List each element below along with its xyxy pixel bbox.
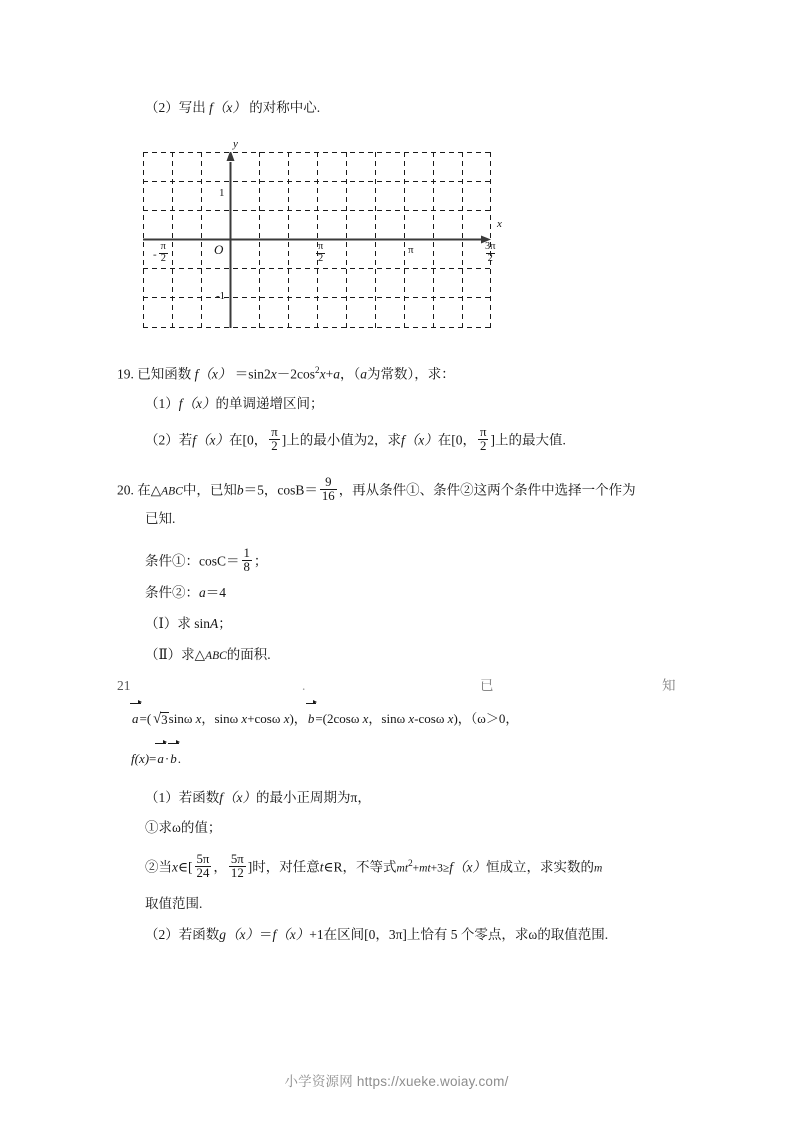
q21-s2-den1: 24 [196,866,210,881]
q20-l1-beq: ＝5， [243,482,278,498]
q21-x3: x [283,711,290,726]
q21-a-eq: =( [139,711,152,726]
q21-sub2-line1 [145,852,603,882]
grid-svg [143,152,491,328]
sqrt-radicand: 3 [161,712,168,727]
q19-p2-mid2: 在 [437,432,452,448]
q20-cond1-label: 条件①： [145,553,199,569]
q20-stem-line2: 已知. [145,511,176,526]
x-tick-neg-sign: - [153,248,157,261]
q19-p2-den2: 2 [480,439,487,454]
q21-p1-label: （1）若函数 [145,790,220,805]
q20-condition-1 [145,546,268,576]
q21-p2-eq: ＝ [259,927,273,942]
q20-cond1-den: 8 [243,560,250,575]
q19-stem-eq4: ，（ [339,366,361,382]
q21-comma1: ， [201,711,215,726]
x-tick-pi: π [408,244,414,256]
q20-l1-cosB: cosB＝ [277,482,318,498]
q21-s2-R: ∈R，不等式 [323,859,397,875]
q21-a1: sin [168,711,184,726]
q20-l1-bvar: b [236,482,244,498]
x-axis-label: x [497,218,502,230]
q21-x4: x [362,711,369,726]
y-tick-neg1: -1 [216,290,226,302]
q19-stem-eq2: －2cos [276,366,316,382]
sqrt-icon [151,711,168,727]
q19-stem-fx: f（x） [194,366,232,382]
q20-p1-tail: ； [218,616,232,631]
q19-part1 [145,397,324,411]
q21-b-eq: =(2cos [315,711,351,726]
q19-p2-close2: ]上的最大值. [490,432,566,448]
q20-part1 [145,617,232,631]
y-axis-label: y [233,138,238,150]
q20-p2-label: （Ⅱ）求△ [145,647,206,662]
q19-stem-eq3: + [325,366,334,382]
q20-l1-den: 16 [321,489,335,504]
vector-a-2: a [157,751,164,766]
q21-fx-eq: = [149,751,157,766]
q21-p2-omega: ω [528,927,538,942]
q21-header-dot: . [302,678,306,693]
q19-p2-fx2: f（x） [400,432,438,448]
q20-l1-num: 9 [325,475,332,490]
q21-x6: x [447,711,454,726]
q18-part2-line [145,101,320,115]
q21-x1: x [195,711,202,726]
q21-gt: ＞0， [485,711,519,726]
q19-stem-tail: 为常数），求： [366,366,455,382]
q19-p2-open2: [0， [451,432,476,448]
q20-l1-b: 中，已知 [182,482,237,498]
q21-s2-label: ②当 [145,859,172,875]
coordinate-grid-figure [143,138,502,328]
q20-p2-tail: 的面积. [226,647,271,662]
q21-p2-tail: 的取值范围. [537,927,609,942]
q19-p2-mid: 在 [229,432,243,448]
q21-p1-fx: f（x） [219,790,256,805]
q21-s2-in: ∈[ [178,859,193,875]
q21-omega7: ω [477,711,486,726]
q20-condition-2 [145,586,226,600]
q19-stem-exp: 2 [315,365,320,375]
q21-header-zhi: 知 [662,678,676,693]
q21-s2-t1: t [404,862,409,875]
q21-p2-gx: g（x） [219,927,259,942]
q21-s2-num1: 5π [196,852,210,867]
q21-s2-exp: 2 [408,858,413,869]
q20-l1-abc: ABC [161,485,183,498]
q21-s2-m3: m [593,862,603,875]
x-tick-3-den: 2 [487,253,493,265]
q21-s1-omega: ω [172,820,181,835]
q19-p2-close: ]上的最小值为2，求 [281,432,401,448]
q19-part2 [145,425,566,455]
x-tick-neg-pi-over-2 [153,241,170,266]
q21-omega1: ω [183,711,193,726]
q21-s2-num2: 5π [230,852,244,867]
q19-stem [117,366,455,381]
q21-omega2: ω [229,711,239,726]
q21-s2-mid: ]时，对任意 [247,859,320,875]
q20-cond1-expr: cosC＝ [199,553,240,569]
q18-part2-tail: 的对称中心. [249,100,321,115]
sqrt-radical-glyph: √ [153,711,162,727]
q20-p1-var: A [209,616,219,631]
x-tick-0-num: π [160,241,166,253]
vector-b-2: b [170,751,177,766]
q19-p1-fx: f（x） [178,396,216,411]
q21-header-yi: 已 [480,678,494,693]
q21-plus: +cos [247,711,272,726]
q19-p2-fx: f（x） [192,432,229,448]
q21-s2-tail: 恒成立，求实数的 [485,859,594,875]
q21-p2-mid: +1在区间[0，3π]上恰有 5 个零点，求 [309,927,529,942]
q19-p2-den: 2 [271,439,278,454]
q21-p1-tail: 的最小正周期为π， [256,790,371,805]
q21-p2-fx: f（x） [272,927,310,942]
q20-cond2-a: a [199,585,206,600]
q21-s1-tail: 的值； [180,820,222,835]
q21-s1-label: ①求 [145,820,172,835]
q21-a2: sin [214,711,230,726]
q20-cond2-eq: ＝4 [205,585,226,600]
q21-p2-label: （2）若函数 [145,927,220,942]
q21-s2-m2: m [419,862,428,875]
q21-s2-x: x [172,859,178,875]
origin-label: O [214,242,224,257]
q18-part2-fx: f（x） [209,100,246,115]
q20-cond1-num: 1 [243,546,250,561]
q21-omega3: ω [271,711,281,726]
q21-close1: )， [289,711,307,726]
q21-number: 21 [117,678,131,693]
q21-s2-t2: t [427,862,431,875]
q20-l1-a: 在△ [137,482,162,498]
q21-minus: -cos [414,711,436,726]
q19-stem-x1: x [270,366,277,382]
q21-fx-definition [131,752,181,765]
q19-p2-num2: π [479,425,487,440]
q21-s2-fx: f（x） [449,859,486,875]
q20-number: 20. [117,482,134,498]
site-watermark: 小学资源网 https://xueke.woiay.com/ [284,1074,509,1089]
q21-fx-period: . [177,751,181,766]
q21-dot-product-icon: · [164,751,170,766]
q21-omega5: ω [396,711,406,726]
q19-p2-label: （2）若 [145,432,193,448]
q19-p2-open: [0， [242,432,268,448]
q21-s2-plus3: +3≥ [430,862,450,875]
q21-comma2: ， [368,711,382,726]
q21-s2-comma: ， [213,859,227,875]
q21-x5: x [408,711,415,726]
q21-s2-den2: 12 [230,866,244,881]
x-tick-pi-over-2 [314,241,327,266]
q20-p1-label: （Ⅰ）求 sin [145,616,210,631]
x-tick-0-den: 2 [160,253,166,265]
x-tick-3pi-over-2 [481,241,500,266]
q19-p1-text: 的单调递增区间； [215,396,324,411]
q19-number: 19. [117,366,134,382]
q19-stem-a: 已知函数 [137,366,192,382]
q20-stem-line1 [117,475,636,505]
q21-omega6: ω [435,711,445,726]
y-tick-1: 1 [219,187,225,199]
q19-stem-eq1: ＝sin2 [234,366,271,382]
q21-sub2-line2: 取值范围. [145,896,203,911]
q21-s2-t: t [319,859,324,875]
q20-p2-abc: ABC [205,650,227,662]
q21-s2-m1: m [396,862,405,875]
q21-sub1 [145,821,221,835]
q21-s2-plus: + [412,862,420,875]
q19-stem-x2: x [319,366,326,382]
q19-stem-a2: a [333,366,340,382]
q21-x2: x [241,711,248,726]
vector-b-1: b [307,711,315,726]
x-tick-1-num: π [318,241,324,253]
vector-a-1: a [132,711,139,726]
q19-p2-num: π [271,425,278,440]
q21-part1 [145,791,371,805]
q20-l1-tail: ，再从条件①、条件②这两个条件中选择一个作为 [338,482,636,498]
q20-part2 [145,648,271,663]
q19-stem-a3: a [360,366,367,382]
x-tick-3-num: 3π [485,241,496,253]
q18-part2-label: （2）写出 [145,100,206,115]
q21-fx-label: f(x) [131,751,150,766]
q21-omega4: ω [350,711,360,726]
q20-cond1-tail: ； [253,553,268,569]
q21-b1: sin [381,711,397,726]
x-tick-1-den: 2 [318,253,324,265]
q20-cond2-label: 条件②： [145,585,199,600]
q19-p1-label: （1） [145,396,179,411]
q21-vector-definition [131,711,518,727]
q21-part2 [145,928,608,942]
q21-close2: )，（ [453,711,478,726]
